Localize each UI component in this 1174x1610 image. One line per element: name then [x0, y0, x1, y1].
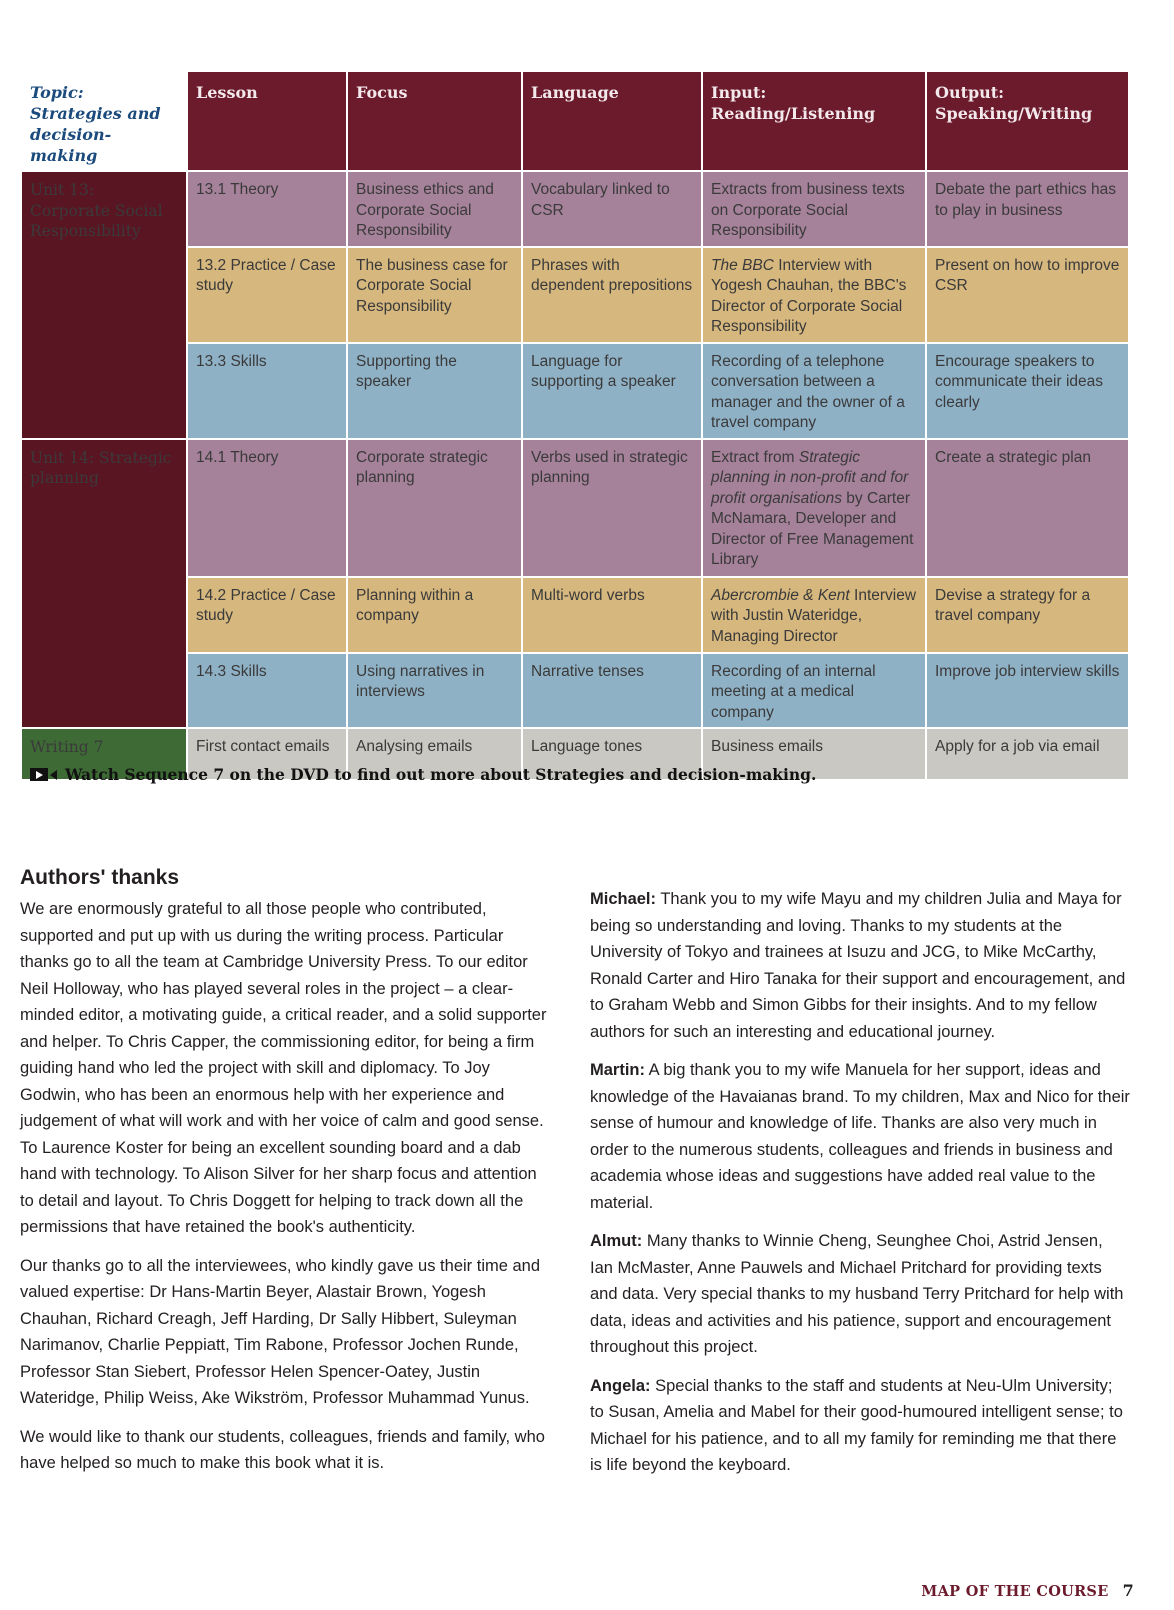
lesson-cell: 14.1 Theory	[187, 439, 347, 577]
table-header-row	[21, 71, 1129, 171]
language-cell: Multi-word verbs	[522, 577, 702, 653]
author-thanks-almut	[590, 1228, 1130, 1361]
output-cell: Create a strategic plan	[926, 439, 1129, 577]
page-number: 7	[1122, 1581, 1134, 1600]
language-cell: Language tones	[522, 728, 702, 780]
focus-cell: Planning within a company	[347, 577, 522, 653]
lesson-cell: 14.2 Practice / Case study	[187, 577, 347, 653]
thanks-paragraph: We would like to thank our students, colleagues, friends and family, who have helped so much to make this book what it is.	[20, 1427, 545, 1472]
output-cell: Present on how to improve CSR	[926, 247, 1129, 343]
input-cell: Extracts from business texts on Corporate Social Responsibility	[702, 171, 926, 247]
input-source-italic: Strategic planning in non-profit and for profit organisations	[711, 448, 909, 507]
thanks-right-column	[590, 886, 1130, 1491]
unit-13-label: Unit 13: Corporate Social Responsibility	[21, 171, 187, 439]
table-row	[21, 653, 1129, 729]
input-cell	[702, 577, 926, 653]
author-text: Special thanks to the staff and students at Neu-Ulm University; to Susan, Amelia and Mabel for their good-humoured intelligent sense; to Michael for his patience, and to all my family for reminding me that there is life beyond the keyboard.	[590, 1376, 1123, 1474]
input-text: Interview with Yogesh Chauhan, the BBC's Director of Corporate Social Responsibility	[711, 256, 907, 335]
author-text: Thank you to my wife Mayu and my children Julia and Maya for being so understanding and loving. Thanks to my students at the University of Tokyo and trainees at Isuzu and JCG, to Mike McCarthy, Ronald Carter and Hiro Tanaka for their support and encouragement, and to Graham Webb and Simon Gibbs for their insights. And to my fellow authors for such an interesting and educational journey.	[590, 890, 1126, 1041]
header-focus: Focus	[347, 71, 522, 171]
header-language: Language	[522, 71, 702, 171]
input-prefix: Extract from	[711, 448, 799, 466]
focus-cell: Corporate strategic planning	[347, 439, 522, 577]
author-name: Michael:	[590, 890, 657, 908]
language-cell: Vocabulary linked to CSR	[522, 171, 702, 247]
header-input: Input: Reading/Listening	[702, 71, 926, 171]
author-name: Martin:	[590, 1061, 645, 1079]
language-cell: Narrative tenses	[522, 653, 702, 729]
author-thanks-michael	[590, 886, 1130, 1045]
author-name: Angela:	[590, 1376, 651, 1395]
writing-7-label: Writing 7	[21, 728, 187, 780]
output-cell: Apply for a job via email	[926, 728, 1129, 780]
focus-cell: Business ethics and Corporate Social Responsibility	[347, 171, 522, 247]
output-cell: Devise a strategy for a travel company	[926, 577, 1129, 653]
author-thanks-martin	[590, 1057, 1130, 1216]
input-cell	[702, 247, 926, 343]
table-row	[21, 577, 1129, 653]
author-text: Many thanks to Winnie Cheng, Seunghee Choi, Astrid Jensen, Ian McMaster, Anne Pauwels and Michael Pritchard for providing texts and data. Very special thanks to my husband Terry Pritchard for help with data, ideas and activities and his patience, support and encouragement throughout this project.	[590, 1232, 1124, 1356]
video-camera-icon	[30, 768, 57, 781]
output-cell: Encourage speakers to communicate their ideas clearly	[926, 343, 1129, 439]
topic-heading: Topic: Strategies and decision-making	[21, 71, 187, 171]
focus-cell: The business case for Corporate Social Responsibility	[347, 247, 522, 343]
output-cell: Improve job interview skills	[926, 653, 1129, 729]
dvd-note-text: Watch Sequence 7 on the DVD to find out more about Strategies and decision-making.	[65, 765, 817, 784]
header-output: Output: Speaking/Writing	[926, 71, 1129, 171]
input-text: Interview with Justin Wateridge, Managing Director	[711, 586, 917, 645]
input-text: by Carter McNamara, Developer and Director of Free Management Library	[711, 489, 914, 568]
lesson-cell: 13.2 Practice / Case study	[187, 247, 347, 343]
language-cell: Phrases with dependent prepositions	[522, 247, 702, 343]
focus-cell: Using narratives in interviews	[347, 653, 522, 729]
thanks-paragraph: Our thanks go to all the interviewees, who kindly gave us their time and valued expertise: Dr Hans-Martin Beyer, Alastair Brown, Yogesh Chauhan, Richard Creagh, Jeff Harding, Dr Sally Hibbert, Suleyman Narimanov, Charlie Peppiatt, Tim Rabone, Professor Jochen Runde, Professor Stan Siebert, Professor Helen Spencer-Oatey, Justin Wateridge, Philip Weiss, Ake Wikström, Professor Muhammad Yunus.	[20, 1256, 541, 1407]
language-cell: Verbs used in strategic planning	[522, 439, 702, 577]
language-cell: Language for supporting a speaker	[522, 343, 702, 439]
input-source-italic: Abercrombie & Kent	[711, 586, 850, 604]
lesson-cell: 13.1 Theory	[187, 171, 347, 247]
lesson-cell: 13.3 Skills	[187, 343, 347, 439]
table-row	[21, 171, 1129, 247]
dvd-note	[30, 765, 816, 784]
lesson-cell: 14.3 Skills	[187, 653, 347, 729]
input-cell: Business emails	[702, 728, 926, 780]
input-cell: Recording of an internal meeting at a medical company	[702, 653, 926, 729]
author-text: A big thank you to my wife Manuela for her support, ideas and knowledge of the Havaianas brand. To my children, Max and Nico for their sense of humour and knowledge of life. Thanks are also very much in order to the numerous students, colleagues and friends in business and academia whose ideas and suggestions have added real value to the material.	[590, 1061, 1130, 1212]
focus-cell: Supporting the speaker	[347, 343, 522, 439]
table-row	[21, 247, 1129, 343]
header-lesson: Lesson	[187, 71, 347, 171]
focus-cell: Analysing emails	[347, 728, 522, 780]
author-name: Almut:	[590, 1232, 643, 1250]
output-cell: Debate the part ethics has to play in business	[926, 171, 1129, 247]
table-row	[21, 439, 1129, 577]
page-footer	[921, 1581, 1134, 1600]
input-source-italic: The BBC	[711, 256, 774, 274]
input-cell	[702, 439, 926, 577]
course-map-table	[20, 70, 1130, 781]
lesson-cell: First contact emails	[187, 728, 347, 780]
authors-thanks-title: Authors' thanks	[20, 866, 180, 889]
thanks-left-column	[20, 896, 550, 1489]
unit-14-label: Unit 14: Strategic planning	[21, 439, 187, 729]
footer-section-title: MAP OF THE COURSE	[921, 1583, 1109, 1600]
table-row	[21, 343, 1129, 439]
author-thanks-angela	[590, 1373, 1130, 1479]
input-cell: Recording of a telephone conversation between a manager and the owner of a travel company	[702, 343, 926, 439]
thanks-paragraph: We are enormously grateful to all those people who contributed, supported and put up with us during the writing process. Particular thanks go to all the team at Cambridge University Press. To our editor Neil Holloway, who has played several roles in the project – a clear-minded editor, a motivating guide, a critical reader, and a solid supporter and helper. To Chris Capper, the commissioning editor, for being a firm guiding hand who led the project with skill and diplomacy. To Joy Godwin, who has been an enormous help with her experience and judgement of what will work and with her voice of calm and good sense. To Laurence Koster for being an excellent sounding board and a dab hand with technology. To Alison Silver for her sharp focus and attention to detail and layout. To Chris Doggett for helping to track down all the permissions that have retained the book's authenticity.	[20, 900, 547, 1236]
